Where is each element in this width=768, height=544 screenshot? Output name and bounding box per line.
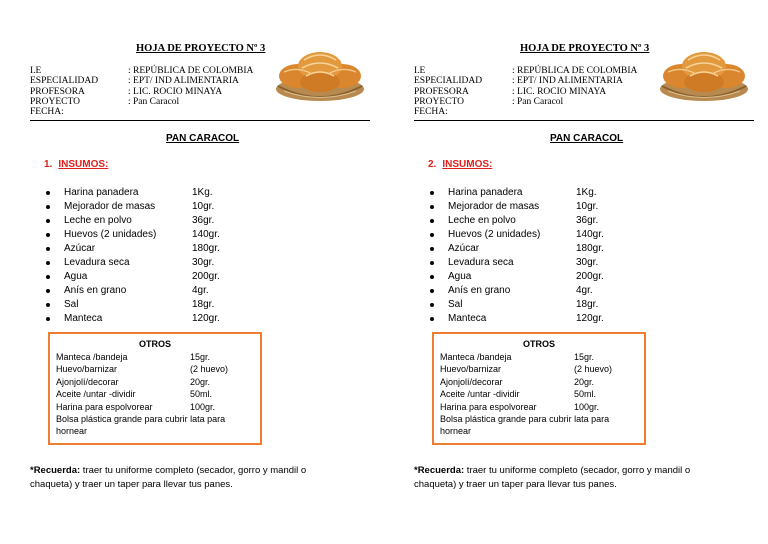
bullet-icon bbox=[46, 205, 50, 209]
bullet-icon bbox=[430, 191, 434, 195]
list-item bbox=[56, 351, 260, 363]
ingredient-name: Levadura seca bbox=[448, 257, 514, 268]
otros-title: OTROS bbox=[522, 339, 555, 349]
project-title: HOJA DE PROYECTO Nº 3 bbox=[136, 43, 266, 54]
list-item bbox=[428, 214, 668, 228]
list-item bbox=[428, 270, 668, 284]
ingredient-qty: 36gr. bbox=[576, 215, 599, 226]
section-label: INSUMOS: bbox=[442, 159, 493, 170]
ingredient-qty: 10gr. bbox=[576, 201, 599, 212]
otros-qty: (2 huevo) bbox=[574, 364, 613, 375]
list-item bbox=[44, 312, 284, 326]
bullet-icon bbox=[46, 303, 50, 307]
otros-qty: 15gr. bbox=[574, 352, 595, 362]
list-item bbox=[44, 256, 284, 270]
list-item bbox=[44, 200, 284, 214]
info-key: FECHA: bbox=[414, 107, 448, 118]
list-item bbox=[44, 186, 284, 200]
list-item bbox=[440, 351, 644, 363]
ingredient-qty: 200gr. bbox=[576, 271, 604, 282]
list-item bbox=[44, 284, 284, 298]
otros-qty: 20gr. bbox=[190, 376, 211, 387]
list-item bbox=[440, 363, 644, 375]
otros-list bbox=[56, 351, 260, 413]
ingredient-qty: 1Kg. bbox=[576, 187, 597, 198]
otros-qty: 50ml. bbox=[190, 389, 213, 400]
otros-box bbox=[432, 332, 646, 445]
bullet-icon bbox=[46, 191, 50, 195]
info-key: PROYECTO bbox=[414, 96, 464, 107]
otros-qty: (2 huevo) bbox=[190, 364, 229, 375]
ingredients-list bbox=[44, 186, 284, 326]
reminder-note bbox=[414, 464, 734, 492]
list-item bbox=[428, 298, 668, 312]
otros-name: Harina para espolvorear bbox=[440, 401, 537, 412]
list-item bbox=[44, 228, 284, 242]
list-item bbox=[56, 363, 260, 375]
bullet-icon bbox=[46, 247, 50, 251]
otros-qty: 100gr. bbox=[574, 401, 600, 412]
ingredient-name: Azúcar bbox=[448, 243, 480, 254]
bullet-icon bbox=[46, 219, 50, 223]
reminder-text: traer tu uniforme completo (secador, gorro y mandil o chaqueta) y traer un taper para llevar tus panes. bbox=[30, 465, 307, 490]
ingredient-name: Mejorador de masas bbox=[64, 201, 156, 212]
info-value: : Pan Caracol bbox=[512, 96, 564, 107]
header-divider bbox=[30, 120, 370, 121]
info-key: ESPECIALIDAD bbox=[414, 76, 483, 87]
bullet-icon bbox=[46, 317, 50, 321]
info-value: : Pan Caracol bbox=[128, 96, 180, 107]
otros-name: Huevo/barnizar bbox=[56, 364, 118, 375]
info-value: : LIC. ROCIO MINAYA bbox=[128, 86, 223, 97]
bullet-icon bbox=[430, 247, 434, 251]
ingredient-qty: 4gr. bbox=[192, 285, 209, 296]
ingredient-name: Agua bbox=[448, 271, 472, 282]
list-item bbox=[428, 200, 668, 214]
recipe-title: PAN CARACOL bbox=[166, 133, 240, 144]
info-key: PROYECTO bbox=[30, 96, 80, 107]
ingredient-qty: 18gr. bbox=[192, 299, 215, 310]
otros-name: Aceite /untar -dividir bbox=[56, 389, 136, 400]
list-item bbox=[440, 376, 644, 388]
bullet-icon bbox=[430, 261, 434, 265]
list-item bbox=[56, 376, 260, 388]
ingredient-name: Agua bbox=[64, 271, 88, 282]
list-item bbox=[428, 228, 668, 242]
otros-name: Ajonjolí/decorar bbox=[440, 376, 503, 387]
insumos-heading bbox=[428, 159, 492, 170]
bullet-icon bbox=[46, 289, 50, 293]
otros-box bbox=[48, 332, 262, 445]
info-key: I.E bbox=[30, 66, 42, 76]
info-key: I.E bbox=[414, 66, 426, 76]
ingredient-qty: 30gr. bbox=[576, 257, 599, 268]
list-item bbox=[428, 186, 668, 200]
bullet-icon bbox=[430, 233, 434, 237]
info-value: : REPÚBLICA DE COLOMBIA bbox=[512, 66, 638, 76]
reminder-label: *Recuerda: bbox=[414, 465, 465, 476]
ingredient-name: Sal bbox=[448, 299, 463, 310]
otros-note: Bolsa plástica grande para cubrir lata para hornear bbox=[56, 414, 226, 437]
info-key: PROFESORA bbox=[414, 86, 469, 97]
info-value: : EPT/ IND ALIMENTARIA bbox=[128, 76, 239, 87]
otros-name: Manteca /bandeja bbox=[56, 352, 128, 362]
otros-name: Manteca /bandeja bbox=[440, 352, 512, 362]
ingredient-qty: 140gr. bbox=[192, 229, 220, 240]
ingredient-qty: 120gr. bbox=[576, 313, 604, 324]
ingredient-qty: 120gr. bbox=[192, 313, 220, 324]
list-item bbox=[56, 401, 260, 413]
list-item bbox=[428, 242, 668, 256]
ingredient-name: Anís en grano bbox=[448, 285, 511, 296]
ingredient-name: Leche en polvo bbox=[64, 215, 132, 226]
otros-name: Harina para espolvorear bbox=[56, 401, 153, 412]
ingredient-name: Huevos (2 unidades) bbox=[448, 229, 541, 240]
ingredient-qty: 180gr. bbox=[576, 243, 604, 254]
otros-qty: 15gr. bbox=[190, 352, 211, 362]
list-item bbox=[428, 284, 668, 298]
project-sheet-right bbox=[384, 0, 768, 544]
ingredient-name: Harina panadera bbox=[448, 187, 523, 198]
recipe-title: PAN CARACOL bbox=[550, 133, 624, 144]
ingredient-name: Anís en grano bbox=[64, 285, 127, 296]
otros-name: Ajonjolí/decorar bbox=[56, 376, 119, 387]
section-label: INSUMOS: bbox=[58, 159, 109, 170]
otros-name: Huevo/barnizar bbox=[440, 364, 502, 375]
ingredient-name: Manteca bbox=[448, 313, 487, 324]
ingredient-name: Harina panadera bbox=[64, 187, 139, 198]
bullet-icon bbox=[430, 275, 434, 279]
otros-note: Bolsa plástica grande para cubrir lata para hornear bbox=[440, 414, 610, 437]
ingredient-name: Huevos (2 unidades) bbox=[64, 229, 157, 240]
bullet-icon bbox=[46, 275, 50, 279]
bullet-icon bbox=[430, 205, 434, 209]
list-item bbox=[44, 298, 284, 312]
info-value: : LIC. ROCIO MINAYA bbox=[512, 86, 607, 97]
ingredient-qty: 200gr. bbox=[192, 271, 220, 282]
list-item bbox=[56, 388, 260, 400]
ingredient-qty: 18gr. bbox=[576, 299, 599, 310]
ingredient-qty: 30gr. bbox=[192, 257, 215, 268]
info-key: ESPECIALIDAD bbox=[30, 76, 99, 87]
list-item bbox=[44, 270, 284, 284]
ingredient-qty: 180gr. bbox=[192, 243, 220, 254]
ingredient-name: Sal bbox=[64, 299, 79, 310]
section-number: 2. bbox=[428, 159, 437, 170]
info-key: PROFESORA bbox=[30, 86, 85, 97]
ingredient-qty: 4gr. bbox=[576, 285, 593, 296]
bullet-icon bbox=[430, 289, 434, 293]
bread-basket-icon bbox=[656, 42, 752, 104]
ingredient-qty: 1Kg. bbox=[192, 187, 213, 198]
otros-qty: 50ml. bbox=[574, 389, 597, 400]
header-divider bbox=[414, 120, 754, 121]
reminder-text: traer tu uniforme completo (secador, gorro y mandil o chaqueta) y traer un taper para llevar tus panes. bbox=[414, 465, 691, 490]
ingredient-qty: 140gr. bbox=[576, 229, 604, 240]
bullet-icon bbox=[430, 303, 434, 307]
info-value: : EPT/ IND ALIMENTARIA bbox=[512, 76, 623, 87]
section-number: 1. bbox=[44, 159, 53, 170]
otros-qty: 100gr. bbox=[190, 401, 216, 412]
bullet-icon bbox=[430, 317, 434, 321]
ingredient-name: Levadura seca bbox=[64, 257, 130, 268]
insumos-heading bbox=[44, 159, 108, 170]
bread-basket-icon bbox=[272, 42, 368, 104]
ingredients-list bbox=[428, 186, 668, 326]
otros-title: OTROS bbox=[138, 339, 171, 349]
ingredient-qty: 10gr. bbox=[192, 201, 215, 212]
list-item bbox=[44, 242, 284, 256]
list-item bbox=[428, 256, 668, 270]
bullet-icon bbox=[46, 233, 50, 237]
bullet-icon bbox=[46, 261, 50, 265]
bullet-icon bbox=[430, 219, 434, 223]
reminder-note bbox=[30, 464, 350, 492]
list-item bbox=[428, 312, 668, 326]
project-title: HOJA DE PROYECTO Nº 3 bbox=[520, 43, 650, 54]
otros-qty: 20gr. bbox=[574, 376, 595, 387]
otros-list bbox=[440, 351, 644, 413]
info-key: FECHA: bbox=[30, 107, 64, 118]
ingredient-name: Azúcar bbox=[64, 243, 96, 254]
otros-name: Aceite /untar -dividir bbox=[440, 389, 520, 400]
list-item bbox=[440, 388, 644, 400]
ingredient-name: Leche en polvo bbox=[448, 215, 516, 226]
ingredient-name: Manteca bbox=[64, 313, 103, 324]
list-item bbox=[440, 401, 644, 413]
reminder-label: *Recuerda: bbox=[30, 465, 81, 476]
info-value: : REPÚBLICA DE COLOMBIA bbox=[128, 66, 254, 76]
list-item bbox=[44, 214, 284, 228]
ingredient-qty: 36gr. bbox=[192, 215, 215, 226]
ingredient-name: Mejorador de masas bbox=[448, 201, 540, 212]
